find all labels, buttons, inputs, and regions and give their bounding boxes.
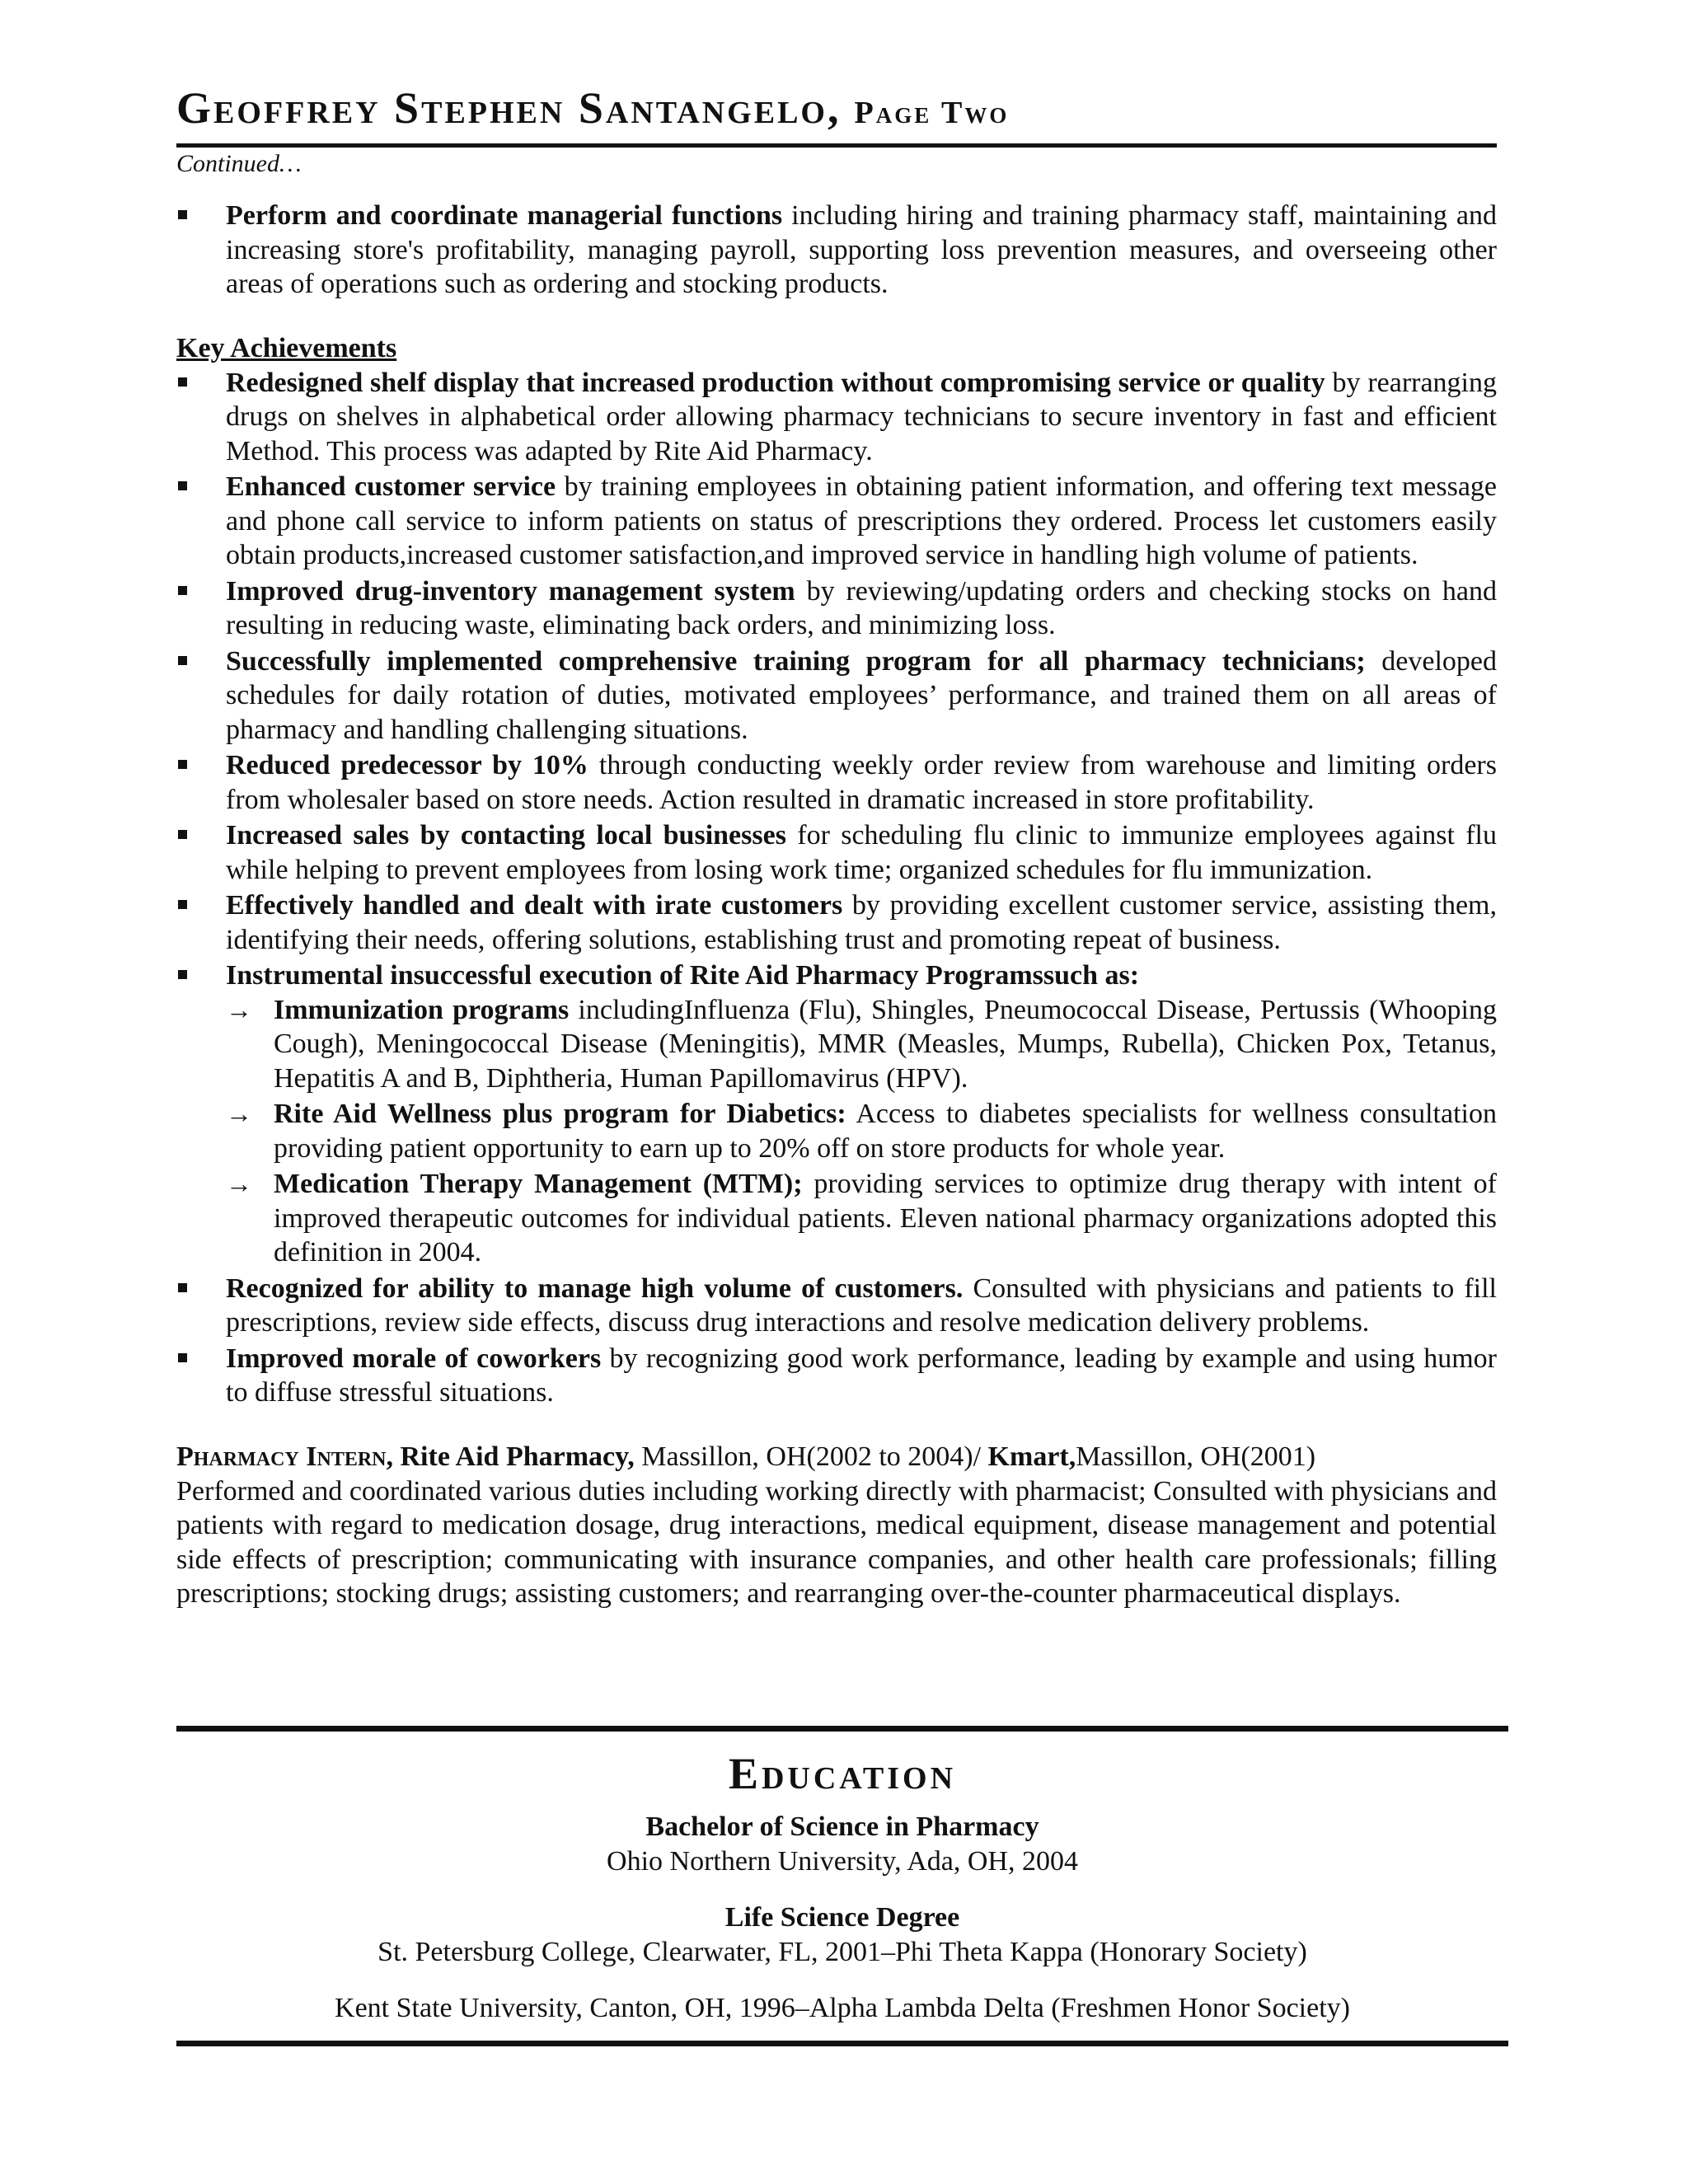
bullet-lead: Successfully implemented comprehensive training program for all pharmacy technicians; [226,645,1366,677]
bullet-square-icon [178,210,187,219]
bullet-lead: Improved morale of coworkers [226,1343,602,1374]
list-item [176,470,1497,573]
bullet-text: by recognizing good work performance, leading by example and using humor to diffuse stressful situations. [226,1343,1497,1408]
candidate-name: Geoffrey Stephen Santangelo, [176,83,842,133]
bullet-square-icon [178,760,187,769]
page-header-name [176,79,1508,142]
employer-name: Rite Aid Pharmacy, [393,1441,635,1472]
intern-job-description: Performed and coordinated various duties including working directly with pharmacist; Consulted with physicians and patients with regard to medication dosage, drug interactions, medical equipment, disease management and potential side effects of prescription; communicating with insurance companies, and other health care professionals; filling prescriptions; stocking drugs; assisting customers; and rearranging over-the-counter pharmaceutical displays. [176,1475,1497,1609]
arrow-right-icon: → [226,1169,252,1198]
bullet-lead: Redesigned shelf display that increased production without compromising service or quality [226,367,1325,398]
bullet-text: by training employees in obtaining patient information, and offering text message and phone call service to inform patients on status of prescriptions they ordered. Process let customers easily obtain products,increased customer satisfaction,and improved service in handling high volume of patients. [226,471,1497,570]
intro-bullet-list [176,199,1508,302]
arrow-right-icon: → [226,1099,252,1128]
school-entry: St. Petersburg College, Clearwater, FL, 2001–Phi Theta Kappa (Honorary Society) [377,1937,1307,1967]
job-title: Pharmacy Intern, [176,1441,393,1472]
bullet-square-icon [178,1353,187,1362]
resume-page [176,79,1508,1611]
bullet-lead: Increased sales by contacting local businesses [226,820,786,851]
bullet-lead: Improved drug-inventory management system [226,575,795,607]
sublist-item [176,1097,1497,1165]
bullet-square-icon [178,830,187,839]
list-item [176,1272,1497,1340]
sublist-item [176,1167,1497,1270]
list-item [176,748,1497,817]
bullet-square-icon [178,970,187,979]
bullet-square-icon [178,900,187,909]
bullet-text: developed schedules for daily rotation of duties, motivated employees’ performance, and trained them on all areas of pharmacy and handling challenging situations. [226,645,1497,745]
bullet-text: for scheduling flu clinic to immunize employees against flu while helping to prevent employees from losing work time; organized schedules for flu immunization. [226,820,1498,885]
arrow-right-icon: → [226,994,252,1024]
bullet-text: by rearranging drugs on shelves in alphabetical order allowing pharmacy technicians to secure inventory in fast and efficient Method. This process was adapted by Rite Aid Pharmacy. [226,367,1497,466]
bullet-text: through conducting weekly order review from warehouse and limiting orders from wholesaler based on store needs. Action resulted in dramatic increased in store profitability. [226,750,1497,815]
list-item [176,958,1497,1270]
bullet-square-icon [178,656,187,665]
bullet-square-icon [178,377,187,387]
list-item [176,888,1497,957]
bullet-square-icon [178,1283,187,1292]
bullet-text: Consulted with physicians and patients to fill prescriptions, review side effects, discuss drug interactions and resolve medication delivery problems. [226,1272,1498,1338]
intern-job-heading [176,1440,1508,1474]
bullet-lead: Reduced predecessor by 10% [226,750,588,780]
sublist-item [176,993,1497,1096]
employer-location: Massillon, OH(2002 to 2004)/ [634,1441,988,1472]
list-item [176,644,1497,748]
bullet-text: by providing excellent customer service, assisting them, identifying their needs, offering solutions, establishing trust and promoting repeat of business. [226,890,1497,955]
education-top-divider [176,1726,1508,1732]
school-entry: Kent State University, Canton, OH, 1996–Alpha Lambda Delta (Freshmen Honor Society) [335,1993,1350,2023]
list-item [176,1342,1497,1410]
degree-title: Life Science Degree [724,1902,960,1933]
bullet-lead: Instrumental insuccessful execution of Rite Aid Pharmacy Programssuch as: [226,960,1140,991]
sub-text: providing services to optimize drug therapy with intent of improved therapeutic outcomes for individual patients. Eleven national pharmacy organizations adopted this definition in 2004. [274,1169,1497,1268]
degree-title: Bachelor of Science in Pharmacy [645,1811,1039,1842]
bullet-square-icon [178,481,187,490]
list-item [176,818,1497,887]
continued-note: Continued… [176,150,302,177]
experience-continued [176,199,1508,1611]
sub-text: includingInfluenza (Flu), Shingles, Pneumococcal Disease, Pertussis (Whooping Cough), Meningococcal Disease (Meningitis), MMR (Measles, Mumps, Rubella), Chicken Pox, Tetanus, Hepatitis A and B, Diphtheria, Human Papillomavirus (HPV). [274,994,1497,1094]
sub-text: Access to diabetes specialists for wellness consultation providing patient opportunity to earn up to 20% off on store products for whole year. [274,1099,1497,1164]
sub-lead: Rite Aid Wellness plus program for Diabetics: [274,1099,846,1129]
list-item [176,366,1497,469]
list-item [176,199,1497,302]
education-heading: Education [728,1749,957,1798]
school-entry: Ohio Northern University, Ada, OH, 2004 [607,1846,1078,1877]
bullet-text: by reviewing/updating orders and checking stocks on hand resulting in reducing waste, eliminating back orders, and minimizing loss. [226,575,1497,640]
education-bottom-divider [176,2041,1508,2046]
bullet-lead: Perform and coordinate managerial functions [226,200,783,231]
bullet-square-icon [178,586,187,595]
sub-lead: Medication Therapy Management (MTM); [274,1169,803,1199]
programs-sublist [176,993,1497,1270]
bullet-lead: Recognized for ability to manage high volume of customers. [226,1272,964,1304]
bullet-lead: Effectively handled and dealt with irate customers [226,890,843,921]
employer-location: Massillon, OH(2001) [1076,1441,1316,1472]
sub-lead: Immunization programs [274,994,570,1025]
key-achievements-heading: Key Achievements [176,332,397,363]
bullet-text: including hiring and training pharmacy staff, maintaining and increasing store's profitability, managing payroll, supporting loss prevention measures, and overseeing other areas of operations such as ordering and stocking products. [226,200,1497,299]
page-label: Page Two [854,96,1010,130]
achievements-list [176,366,1508,1410]
list-item [176,574,1497,643]
employer-name: Kmart, [987,1441,1076,1472]
bullet-lead: Enhanced customer service [226,471,556,502]
